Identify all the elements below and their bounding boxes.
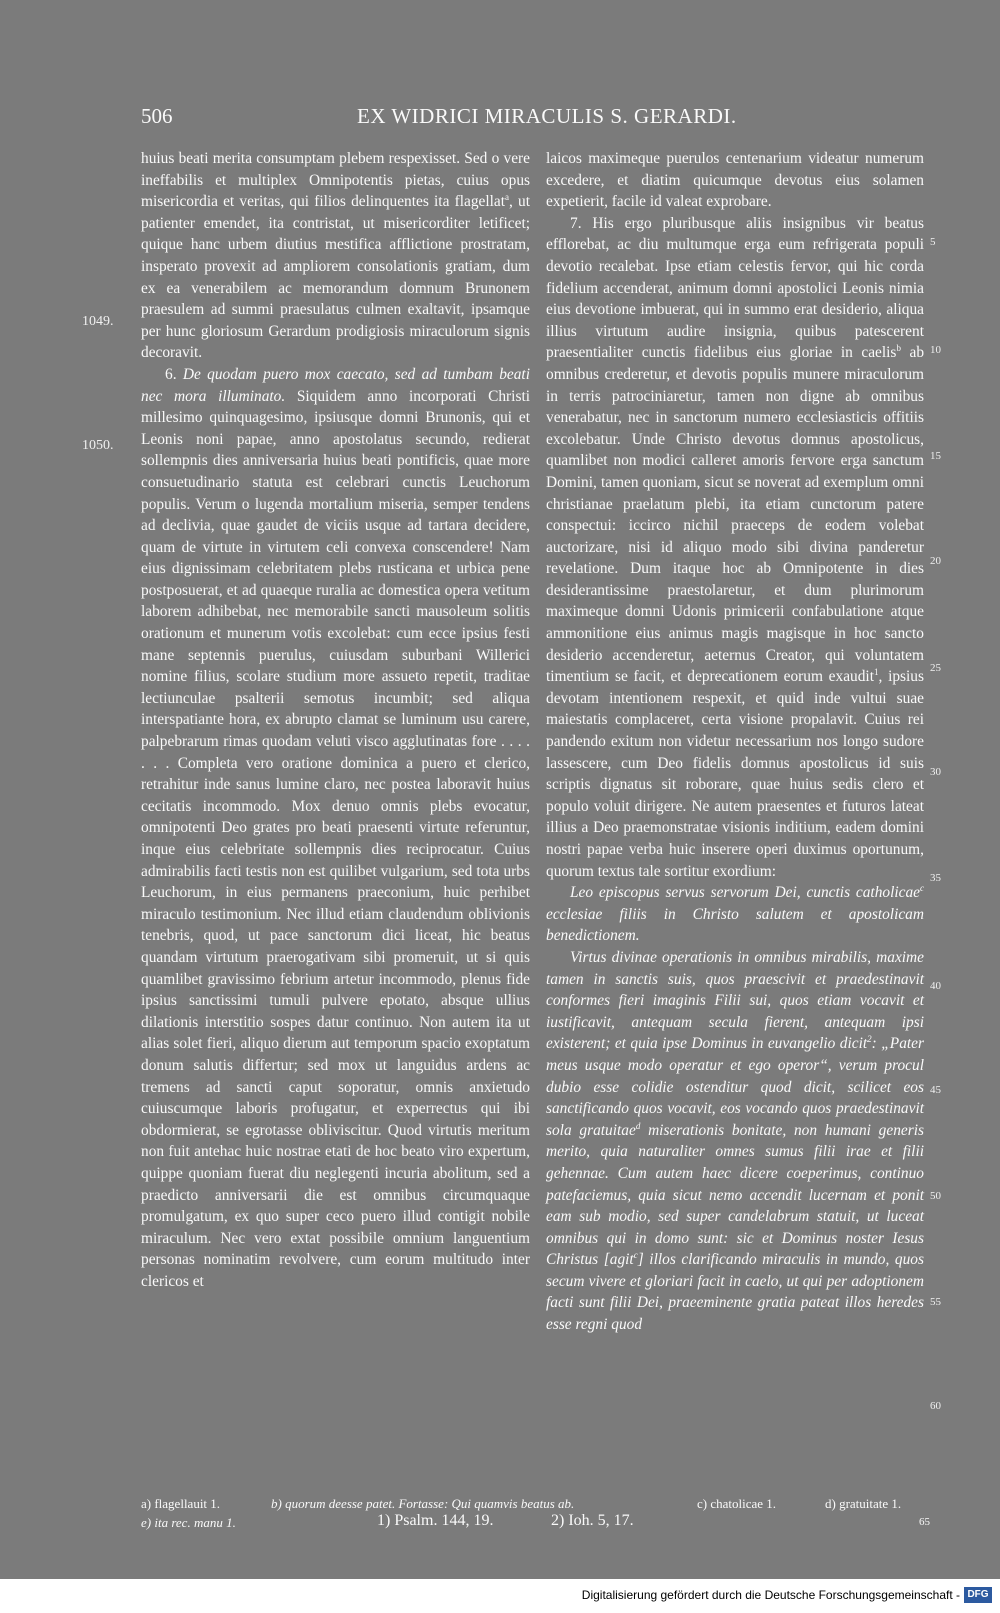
right-column bbox=[546, 148, 924, 1336]
line-number: 40 bbox=[930, 980, 941, 992]
line-number: 50 bbox=[930, 1190, 941, 1202]
footnote-a: a) flagellauit 1. bbox=[141, 1496, 221, 1511]
footer-bar bbox=[0, 1579, 1000, 1613]
margin-year-1049: 1049. bbox=[82, 314, 114, 329]
margin-year-1050: 1050. bbox=[82, 438, 114, 453]
line-number: 45 bbox=[930, 1084, 941, 1096]
left-paragraph-1: huius beati merita consumptam plebem respexisset. Sed o vere ineffabilis et multiplex Omnipotentis pietas, cuius opus misericordia et veritas, qui filios delinquentes ita flagellat$^a$, ut patienter emendet, ita contristat, ut misericorditer letificet; quique hanc urbem diutius mestifica afflictione prostratam, insperato provexit ad ampliorem consolationis gratiam, dum ex ea venerabilem ac memorandum domnum Brunonem praesulem ad summi praesulatus culmen exaltavit, ipsamque per hunc gloriosum Gerardum prodigiosis miraculorum signis decoravit. bbox=[141, 150, 530, 362]
footnote-d: d) gratuitate 1. bbox=[825, 1496, 902, 1511]
line-number: 35 bbox=[930, 872, 941, 884]
footnotes bbox=[141, 1494, 931, 1532]
running-title: EX WIDRICI MIRACULIS S. GERARDI. bbox=[357, 104, 737, 128]
footnote-ref-1: 1) Psalm. 144, 19. bbox=[377, 1512, 494, 1529]
right-paragraph-1: laicos maximeque puerulos centenarium videatur numerum excedere, et diatim quicumque devotus eius solamen expetierit, facile id valeat exprobare. bbox=[546, 150, 924, 211]
left-column bbox=[141, 148, 530, 1292]
line-number: 5 bbox=[930, 236, 936, 248]
line-number: 25 bbox=[930, 662, 941, 674]
page-number: 506 bbox=[141, 104, 173, 128]
page-header bbox=[0, 100, 1000, 136]
line-number: 55 bbox=[930, 1296, 941, 1308]
line-number: 15 bbox=[930, 450, 941, 462]
line-number: 10 bbox=[930, 344, 941, 356]
footnote-ref-2: 2) Ioh. 5, 17. bbox=[551, 1512, 634, 1529]
footnote-e: e) ita rec. manu 1. bbox=[141, 1515, 236, 1530]
line-number: 60 bbox=[930, 1400, 941, 1412]
right-paragraph-3: Leo episcopus servus servorum Dei, cunctis catholicae$^c$ ecclesiae filiis in Christo salutem et apostolicam benedictionem. bbox=[546, 883, 924, 945]
footnote-row-2 bbox=[141, 1513, 931, 1532]
footnote-c: c) chatolicae 1. bbox=[697, 1496, 777, 1511]
footer-credit: Digitalisierung gefördert durch die Deutsche Forschungsgemeinschaft - bbox=[581, 1588, 960, 1602]
line-number: 20 bbox=[930, 555, 941, 567]
section-6-title: De quodam puero mox caecato, sed ad tumbam beati nec mora illuminato. bbox=[141, 365, 530, 405]
footnote-row-1 bbox=[141, 1494, 931, 1513]
line-number: 30 bbox=[930, 766, 941, 778]
line-number-65: 65 bbox=[919, 1516, 930, 1528]
left-paragraph-2: 6. De quodam puero mox caecato, sed ad tumbam beati nec mora illuminato. Siquidem anno incorporati Christi millesimo quinquagesimo, ipsiusque domni Brunonis, qui et Leonis noni papae, anno apostolatus secundo, redierat sollempnis dies anniversaria huius beati pontificis, quae more consuetudinario statuta est celebrari cunctis Leuchorum populis. Verum o lugenda mortalium miseria, semper tendens ad declivia, quae gaudet de viciis usque ad tartara decidere, quam de virtute in virtutem celi convexa conscendere! Nam eius dignissimam celebritatem plebs rusticana et urbica pene postposuerat, et ad quaeque ruralia ac domestica opera vetitum laborem adhibebat, nec memorabile sancti mausoleum solitis orationum et munerum votis excolebat: cum ecce ipsius festi mane septennis puerulus, cuiusdam suburbani Willerici nomine filius, scolare studium more assueto repetit, traditae lectiunculae psalterii semotus incumbit; sed aliqua interspatiante hora, ex abrupto clamat se luminum usu carere, palpebrarum rimas quodam veluti visco agglutinatas fore . . . . . . . Completa vero oratione dominica a puero et clerico, retrahitur inde sanus lumine claro, nec postea laboravit huius cecitatis incommodo. Mox denuo omnis plebs evocatur, omnipotenti Deo grates pro beati praesenti virtute referuntur, inque eius celebritate sollempnis dies reciprocatur. Cuius admirabilis facti testis non est quilibet vulgarium, sed tota urbs Leuchorum, in eius permanens praeconium, huic perhibet miraculo testimonium. Nec illud etiam claudendum oblivionis tenebris, quod, ut pace sanctorum dici liceat, hic beatus quandam virtutum praerogativam sibi promeruit, ut si quis quamlibet gravissimo febrium artetur incommodo, plenus fide ipsius sanctissimi tumuli pulvere epotato, absque ullius dilationis interstitio sospes datur continuo. Non autem ita ut alias solet fieri, aliquo dierum aut temporum spacio exoptatum donum salutis differtur; sed mox ut languidus ardens ac tremens ad sancti caput soporatur, omnis anxietudo cuiuscumque laboris profugatur, et experrectus qui ibi obdormierat, se egrotasse obliviscitur. Quod virtutis meritum non fuit antehac huic nostrae etati de hoc beato viro expertum, quippe quoniam fuerat diu neglegenti incuria abolitum, sed a praedicto anniversarii die est omnibus circumquaque promulgatum, ex quo super ceco puero illud contigit nobile miraculum. Nec vero extat possibile omnium languentium personas nominatim revolvere, cum eorum multitudo inter clericos et bbox=[141, 365, 530, 1290]
right-paragraph-2: 7. His ergo pluribusque aliis insignibus vir beatus efflorebat, ac diu multumque erga eum refrigerata populi devotio recalebat. Ipse etiam celestis fervor, qui hic corda fidelium accenderat, animum domni apostolici Leonis nimia eius devotione imbuerat, qui in summo erat desiderio, aliqua illius virtutum audire insignia, quibus patescerent praesentialiter cunctis fidelibus eius gloriae in caelis$^b$ ab omnibus crederetur, et devotis populis munere miraculorum in terris patrociniaretur, tamen non digne ab omnibus venerabatur, nec in sanctorum numero ecclesiasticis offitiis excolebatur. Unde Christo devotus domnus apostolicus, quamlibet non modici calleret amoris fervore erga sanctum Domini, tamen quoniam, sicut se noverat ad exemplum omni christianae praelatum plebi, ita etiam cunctorum patere conspectui: iccirco nichil praeceps de eodem volebat auctorizare, nisi id aliquo modo sibi divina panderetur revelatione. Dum itaque hoc ab Omnipotente in dies desiderantissime praestolaretur, et dum plurimorum maximeque domni Udonis primicerii confabulatione atque ammonitione eius animus magis magisque in hoc sancto desiderio accenderetur, aeternus Creator, qui voluntatem timentium se facit, et deprecationem eorum exaudit$^1$, ipsius devotam intentionem respexit, et quid inde vultui suae maiestatis complaceret, certa visione propalavit. Cuius rei pandendo exitum non videtur necessarium nos longo sudore lassescere, cum Deo fidelis domnus apostolicus id suis scriptis dignatus sit roborare, quae huius sedis clero et populo voluit dirigere. Ne autem praesentes et futuros lateat illius a Deo praemonstratae visionis inditium, eadem domini nostri papae verba huic inserere operi duximus oportunum, quorum textus tale sortitur exordium: bbox=[546, 214, 925, 880]
footnote-b: b) quorum deesse patet. Fortasse: Qui quamvis beatus ab. bbox=[271, 1496, 575, 1511]
dfg-logo-icon: DFG bbox=[964, 1587, 992, 1603]
right-paragraph-4: Virtus divinae operationis in omnibus mirabilis, maxime tamen in sanctis suis, quos praescivit et praedestinavit conformes fieri imaginis Filii sui, quos etiam vocavit et iustificavit, antequam secula fierent, antequam ipsi existerent; et quia ipse Dominus in euvangelio dicit$^2$: „Pater meus usque modo operatur et ego operor“, verum procul dubio esse colidie ostenditur quod dicit, scilicet eos sanctificando quos vocavit, eos vocando quos praedestinavit sola gratuitae$^d$ miserationis bonitate, non humani generis merito, quia naturaliter omnes sumus filii irae et filii gehennae. Cum autem haec dicere coeperimus, continuo patefaciemus, quia sicut nemo accendit lucernam et ponit eam sub modio, sed super candelabrum statuit, ut luceat omnibus qui in domo sunt: sic et Dominus noster Iesus Christus [agit$^c$] illos clarificando miraculis in mundo, quos secum vivere et gloriari facit in caelo, ut qui per adoptionem facti sunt filii Dei, praeeminente gratia pateat illos heredes esse regni quod bbox=[546, 948, 924, 1334]
